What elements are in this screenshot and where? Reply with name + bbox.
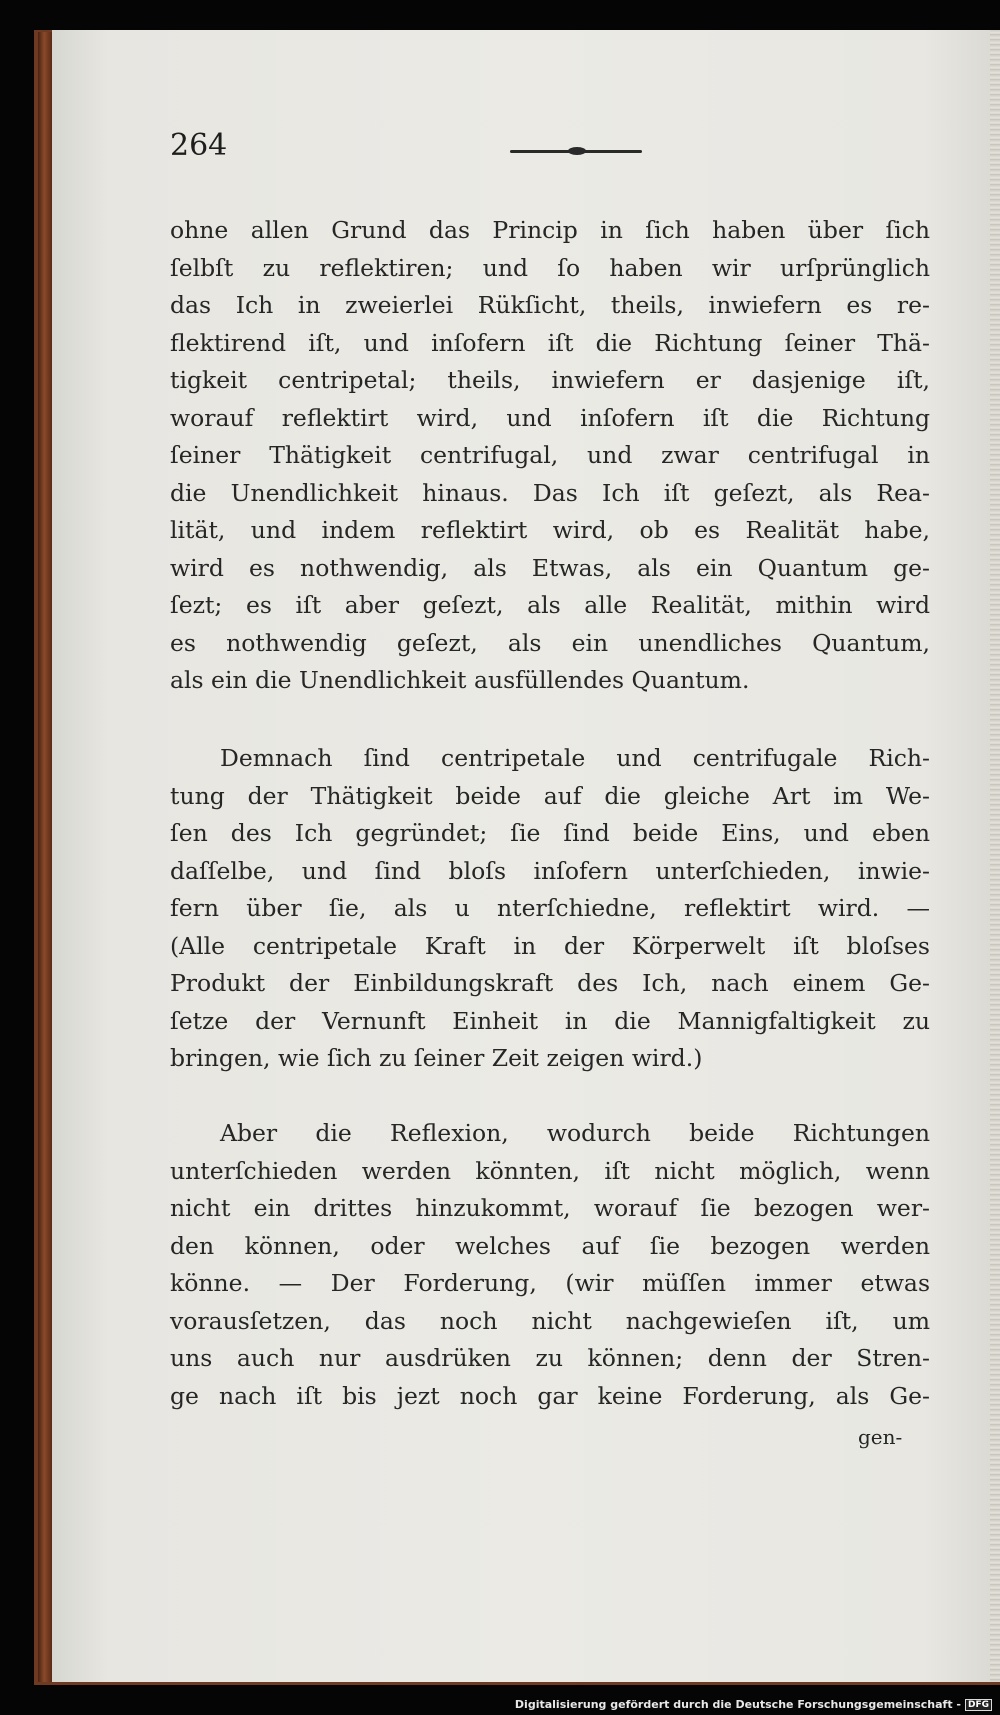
text-line: unterſchieden werden könnten, iſt nicht möglich, wenn: [170, 1156, 930, 1185]
text-line: ſeiner Thätigkeit centrifugal, und zwar centrifugal in: [170, 441, 930, 469]
dfg-logo: DFG: [965, 1699, 992, 1711]
text-line: es nothwendig geſezt, als ein unendliches Quantum,: [170, 628, 930, 657]
credit-text: Digitalisierung gefördert durch die Deutsche Forschungsgemeinschaft -: [514, 1698, 961, 1711]
text-line: ſelbſt zu reflektiren; und ſo haben wir urſprünglich: [170, 253, 930, 282]
text-line: wird es nothwendig, als Etwas, als ein Quantum ge-: [170, 553, 930, 582]
text-line: bringen, wie ſich zu ſeiner Zeit zeigen wird.): [170, 1044, 703, 1072]
page-edge: [990, 30, 1000, 1682]
text-line: tigkeit centripetal; theils, inwiefern er dasjenige iſt,: [170, 366, 930, 394]
text-line: die Unendlichkeit hinaus. Das Ich iſt geſezt, als Rea-: [170, 478, 930, 507]
text-line: ohne allen Grund das Princip in ſich haben über ſich: [170, 216, 930, 244]
text-line: uns auch nur ausdrüken zu können; denn der Stren-: [170, 1344, 930, 1372]
text-line: Produkt der Einbildungskraft des Ich, nach einem Ge-: [170, 969, 930, 997]
text-line: vorausſetzen, das noch nicht nachgewieſen iſt, um: [170, 1306, 930, 1335]
catchword: gen-: [858, 1425, 903, 1449]
text-line: den können, oder welches auf ſie bezogen werden: [170, 1231, 930, 1260]
text-line: ſezt; es iſt aber geſezt, als alle Realität, mithin wird: [170, 591, 930, 619]
text-line: nicht ein drittes hinzukommt, worauf ſie bezogen wer-: [170, 1194, 930, 1222]
paragraph-3: [170, 1115, 930, 1415]
text-line: flektirend iſt, und inſofern iſt die Richtung ſeiner Thä-: [170, 328, 930, 357]
text-line: ſetze der Vernunft Einheit in die Mannigfaltigkeit zu: [170, 1006, 930, 1035]
text-line: ſen des Ich gegründet; ſie ſind beide Eins, und eben: [170, 819, 930, 847]
paragraph-1: [170, 212, 930, 700]
text-line: (Alle centripetale Kraft in der Körperwelt iſt bloſses: [170, 931, 930, 960]
text-line: das Ich in zweierlei Rükſicht, theils, inwiefern es re-: [170, 291, 930, 319]
page-number: 264: [170, 128, 228, 163]
text-line: worauf reflektirt wird, und inſofern iſt die Richtung: [170, 403, 930, 432]
text-line: Demnach ſind centripetale und centrifugale Rich-: [220, 744, 930, 772]
digitization-credit: [515, 1698, 992, 1711]
text-line: ge nach iſt bis jezt noch gar keine Forderung, als Ge-: [170, 1381, 930, 1410]
text-line: daſſelbe, und ſind bloſs inſofern unterſchieden, inwie-: [170, 856, 930, 885]
header-rule-ornament: [568, 147, 586, 155]
text-line: fern über ſie, als u nterſchiedne, reflektirt wird. —: [170, 894, 930, 922]
text-line: als ein die Unendlichkeit ausfüllendes Quantum.: [170, 666, 750, 694]
text-line: lität, und indem reflektirt wird, ob es Realität habe,: [170, 516, 930, 544]
book-spine-edge: [38, 32, 52, 1682]
paragraph-2: [170, 740, 930, 1078]
text-line: könne. — Der Forderung, (wir müſſen immer etwas: [170, 1269, 930, 1297]
text-line: tung der Thätigkeit beide auf die gleiche Art im We-: [170, 781, 930, 810]
text-line: Aber die Reflexion, wodurch beide Richtungen: [220, 1119, 930, 1147]
page-header: [170, 110, 670, 170]
